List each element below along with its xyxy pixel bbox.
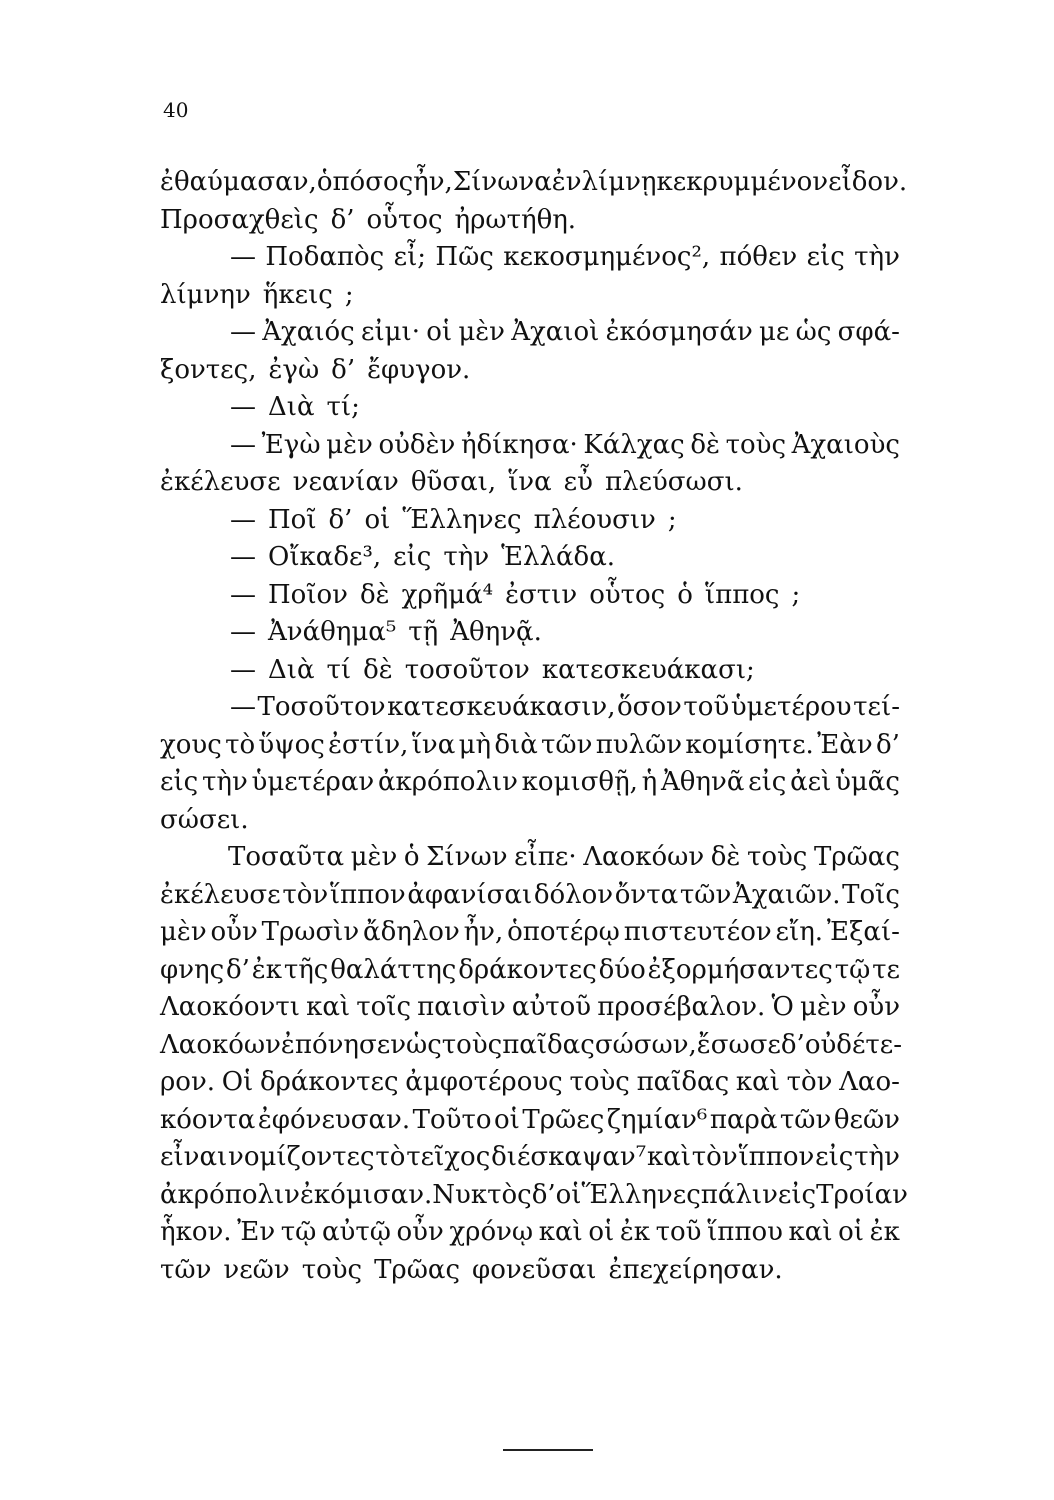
text-line: εἰς τὴν ὑμετέραν ἀκρόπολιν κομισθῇ, ἡ Ἀθηνᾶ εἰς ἀεὶ ὑμᾶς <box>160 767 900 797</box>
text-line: σώσει. <box>160 804 249 835</box>
text-line: ἀκρόπολιν ἐκόμισαν. Νυκτὸς δ’ οἱ Ἕλληνες πάλιν εἰς Τροίαν <box>160 1179 908 1210</box>
section-end-rule <box>503 1449 593 1451</box>
text-line: — Ποῖον δὲ χρῆμά⁴ ἐστιν οὗτος ὁ ἵππος ; <box>230 579 801 610</box>
text-line: κόοντα ἐφόνευσαν. Τοῦτο οἱ Τρῶες ζημίαν⁶ παρὰ τῶν θεῶν <box>160 1104 900 1135</box>
text-line: ἧκον. Ἐν τῷ αὐτῷ οὖν χρόνῳ καὶ οἱ ἐκ τοῦ ἵππου καὶ οἱ ἐκ <box>160 1217 900 1247</box>
text-line: φνης δ’ ἐκ τῆς θαλάττης δράκοντες δύο ἐξορμήσαντες τῷ τε <box>160 954 900 985</box>
text-body <box>160 164 908 1289</box>
text-line: Προσαχθεὶς δ’ οὗτος ἠρωτήθη. <box>160 204 577 235</box>
text-line: ἐθαύμασαν, ὁπόσος ἦν, Σίνωνα ἐν λίμνῃ κεκρυμμένον εἶδον. <box>160 167 908 197</box>
text-line: Λαοκόοντι καὶ τοῖς παισὶν αὐτοῦ προσέβαλον. Ὁ μὲν οὖν <box>160 992 900 1022</box>
text-line: ξοντες, ἐγὼ δ’ ἔφυγον. <box>160 354 471 385</box>
text-line: ἐκέλευσε νεανίαν θῦσαι, ἵνα εὖ πλεύσωσι. <box>160 467 743 497</box>
text-line: Λαοκόων ἐπόνησεν ὡς τοὺς παῖδας σώσων, ἔσωσε δ’ οὐδέτε- <box>160 1029 903 1060</box>
text-line: — Ἐγὼ μὲν οὐδὲν ἠδίκησα· Κάλχας δὲ τοὺς Ἀχαιοὺς <box>230 429 900 460</box>
text-line: — Ποῖ δ’ οἱ Ἕλληνες πλέουσιν ; <box>230 504 677 535</box>
page-number: 40 <box>163 98 189 122</box>
text-line: Τοσαῦτα μὲν ὁ Σίνων εἶπε· Λαοκόων δὲ τοὺς Τρῶας <box>228 842 900 872</box>
text-line: — Ποδαπὸς εἶ; Πῶς κεκοσμημένος², πόθεν εἰς τὴν <box>230 242 900 272</box>
text-line: λίμνην ἥκεις ; <box>160 279 354 310</box>
text-line: ρον. Οἱ δράκοντες ἀμφοτέρους τοὺς παῖδας καὶ τὸν Λαο- <box>160 1067 900 1097</box>
text-line: — Διὰ τί; <box>230 392 360 422</box>
text-line: μὲν οὖν Τρωσὶν ἄδηλον ἦν, ὁποτέρῳ πιστευτέον εἴη. Ἐξαί- <box>160 917 900 947</box>
text-line: — Ἀχαιός εἰμι· οἱ μὲν Ἀχαιοὶ ἐκόσμησάν με ὡς σφά- <box>230 317 900 347</box>
text-line: τῶν νεῶν τοὺς Τρῶας φονεῦσαι ἐπεχείρησαν. <box>160 1254 783 1285</box>
text-line: — Οἴκαδε³, εἰς τὴν Ἑλλάδα. <box>230 542 616 572</box>
text-line: — Τοσοῦτον κατεσκευάκασιν, ὅσον τοῦ ὑμετέρου τεί- <box>230 692 900 722</box>
text-line: εἶναι νομίζοντες τὸ τεῖχος διέσκαψαν⁷ καὶ τὸν ἵππον εἰς τὴν <box>160 1142 900 1172</box>
text-line: — Ἀνάθημα⁵ τῇ Ἀθηνᾷ. <box>230 617 542 647</box>
text-line: ἐκέλευσε τὸν ἵππον ἀφανίσαι δόλον ὄντα τῶν Ἀχαιῶν. Τοῖς <box>160 879 900 910</box>
text-line: — Διὰ τί δὲ τοσοῦτον κατεσκευάκασι; <box>230 654 755 685</box>
text-line: χους τὸ ὕψος ἐστίν, ἵνα μὴ διὰ τῶν πυλῶν κομίσητε. Ἐὰν δ’ <box>160 729 900 760</box>
